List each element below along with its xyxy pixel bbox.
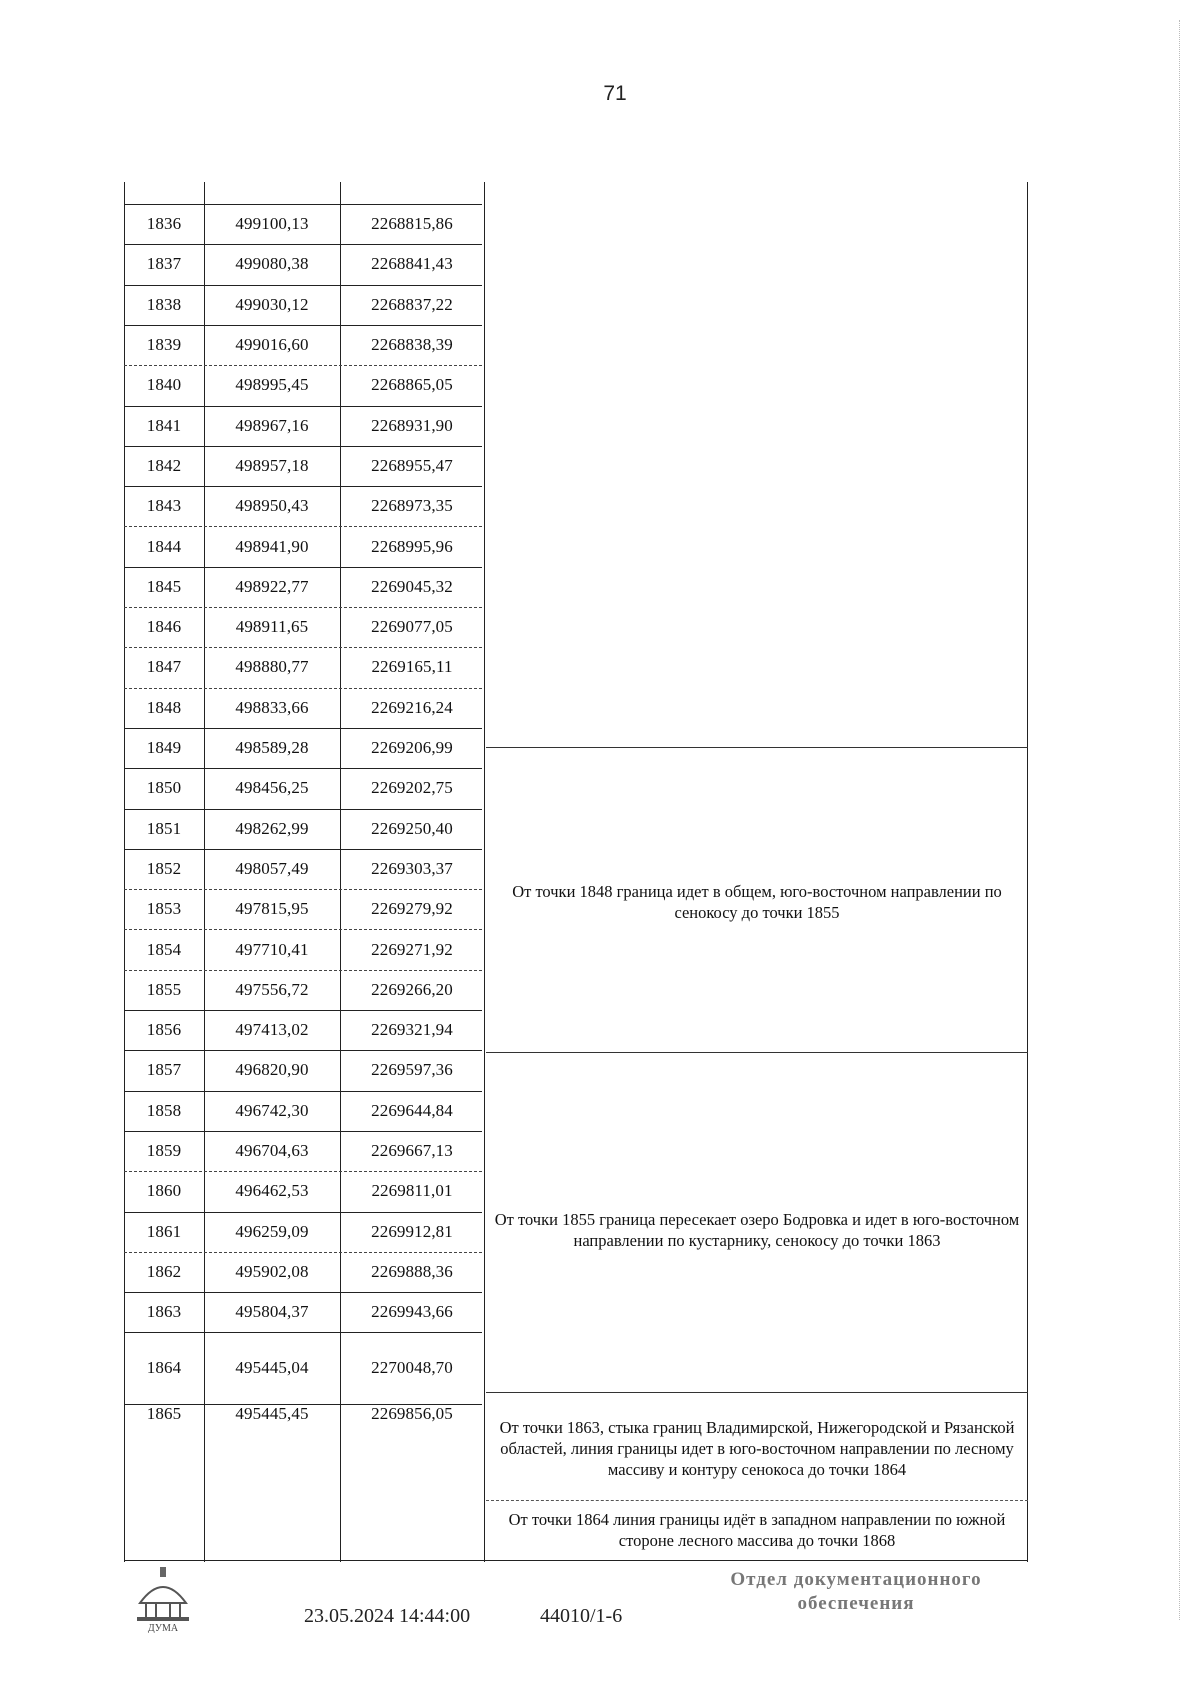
point-number-cell: 1864 [146, 1358, 182, 1378]
y-coordinate-cell: 2268995,96 [371, 536, 453, 556]
description-divider [486, 1052, 1028, 1053]
x-coordinate-cell: 498957,18 [235, 455, 309, 475]
x-coordinate-cell: 495804,37 [235, 1302, 309, 1322]
x-coordinate-cell: 496820,90 [235, 1060, 309, 1080]
x-coordinate-cell: 498950,43 [235, 496, 309, 516]
y-coordinate-cell: 2268955,47 [371, 455, 453, 475]
y-coordinate-cell: 2269811,01 [371, 1181, 453, 1201]
x-coordinate-cell: 498967,16 [235, 415, 309, 435]
point-number-cell: 1850 [146, 778, 182, 798]
y-coordinate-cell: 2268837,22 [371, 294, 453, 314]
x-coordinate-cell: 498057,49 [235, 858, 309, 878]
y-coordinate-cell: 2268931,90 [371, 415, 453, 435]
x-coordinate-cell: 498941,90 [235, 536, 309, 556]
x-coordinate-cell: 499100,13 [235, 214, 309, 234]
department-stamp [706, 1568, 1006, 1616]
y-coordinate-cell: 2270048,70 [371, 1358, 453, 1378]
y-coordinate-cell: 2268838,39 [371, 335, 453, 355]
column-divider-3 [484, 182, 485, 1562]
point-number-cell: 1843 [146, 496, 182, 516]
x-coordinate-cell: 498589,28 [235, 738, 309, 758]
margin-scan-marks [1179, 20, 1194, 1620]
point-number-cell: 1861 [146, 1221, 182, 1241]
coordinates-table [124, 182, 1028, 1562]
point-number-cell: 1860 [146, 1181, 182, 1201]
y-coordinate-cell: 2269856,05 [371, 1404, 453, 1424]
x-coordinate-cell: 498880,77 [235, 657, 309, 677]
x-coordinate-cell: 495445,45 [235, 1404, 309, 1424]
x-coordinate-cell: 498995,45 [235, 375, 309, 395]
x-coordinate-cell: 497556,72 [235, 979, 309, 999]
x-coordinate-cell: 495902,08 [235, 1261, 309, 1281]
x-coordinate-cell: 498262,99 [235, 818, 309, 838]
y-coordinate-cell: 2269165,11 [371, 657, 453, 677]
point-number-cell: 1844 [146, 536, 182, 556]
y-coordinate-cell: 2269216,24 [371, 697, 453, 717]
point-number-cell: 1854 [146, 939, 182, 959]
point-number-cell: 1855 [146, 979, 182, 999]
point-number-cell: 1852 [146, 858, 182, 878]
y-coordinate-cell: 2269279,92 [371, 899, 453, 919]
duma-logo [134, 1565, 192, 1633]
x-coordinate-cell: 498922,77 [235, 576, 309, 596]
table-border-right [1027, 182, 1028, 1562]
footer-registration-number: 44010/1-6 [540, 1605, 623, 1627]
y-coordinate-cell: 2269266,20 [371, 979, 453, 999]
y-coordinate-cell: 2269912,81 [371, 1221, 453, 1241]
point-number-cell: 1840 [146, 375, 182, 395]
y-coordinate-cell: 2269597,36 [371, 1060, 453, 1080]
page-number: 71 [603, 82, 627, 105]
y-coordinate-cell: 2269271,92 [371, 939, 453, 959]
x-coordinate-cell: 498911,65 [235, 617, 309, 637]
point-number-cell: 1836 [146, 214, 182, 234]
point-number-cell: 1846 [146, 617, 182, 637]
point-number-cell: 1851 [146, 818, 182, 838]
y-coordinate-cell: 2269206,99 [371, 738, 453, 758]
point-number-cell: 1837 [146, 254, 182, 274]
point-number-cell: 1841 [146, 415, 182, 435]
x-coordinate-cell: 496742,30 [235, 1100, 309, 1120]
point-number-cell: 1845 [146, 576, 182, 596]
y-coordinate-cell: 2268865,05 [371, 375, 453, 395]
x-coordinate-cell: 497815,95 [235, 899, 309, 919]
x-coordinate-cell: 496259,09 [235, 1221, 309, 1241]
x-coordinate-cell: 499030,12 [235, 294, 309, 314]
table-border-bottom [124, 1560, 1028, 1561]
y-coordinate-cell: 2269888,36 [371, 1261, 453, 1281]
x-coordinate-cell: 499080,38 [235, 254, 309, 274]
logo-text: ДУМА [147, 1623, 179, 1633]
y-coordinate-cell: 2268815,86 [371, 214, 453, 234]
y-coordinate-cell: 2269943,66 [371, 1302, 453, 1322]
x-coordinate-cell: 495445,04 [235, 1358, 309, 1378]
y-coordinate-cell: 2268841,43 [371, 254, 453, 274]
footer-datetime: 23.05.2024 14:44:00 [304, 1605, 471, 1627]
stamp-line: Отдел документационного [730, 1569, 982, 1590]
x-coordinate-cell: 497413,02 [235, 1020, 309, 1040]
y-coordinate-cell: 2269045,32 [371, 576, 453, 596]
boundary-description: От точки 1855 граница пересекает озеро Бодровка и идет в юго-восточном направлении по кустарнику, сенокосу до точки 1863 [494, 1210, 1020, 1250]
point-number-cell: 1838 [146, 294, 182, 314]
description-divider [486, 747, 1028, 748]
boundary-description: От точки 1864 линия границы идёт в западном направлении по южной стороне лесного массива до точки 1868 [508, 1510, 1006, 1550]
point-number-cell: 1847 [146, 657, 182, 677]
x-coordinate-cell: 498833,66 [235, 697, 309, 717]
point-number-cell: 1863 [146, 1302, 182, 1322]
point-number-cell: 1853 [146, 899, 182, 919]
boundary-description: От точки 1863, стыка границ Владимирской, Нижегородской и Рязанской областей, линия границы идет в юго-восточном направлении по лесному массиву и контуру сенокоса до точки 1864 [499, 1417, 1015, 1479]
point-number-cell: 1849 [146, 738, 182, 758]
point-number-cell: 1842 [146, 455, 182, 475]
x-coordinate-cell: 496462,53 [235, 1181, 309, 1201]
description-divider [486, 1392, 1028, 1393]
y-coordinate-cell: 2269303,37 [371, 858, 453, 878]
point-number-cell: 1862 [146, 1261, 182, 1281]
y-coordinate-cell: 2268973,35 [371, 496, 453, 516]
stamp-line: обеспечения [797, 1593, 915, 1614]
point-number-cell: 1858 [146, 1100, 182, 1120]
point-number-cell: 1865 [146, 1404, 182, 1424]
y-coordinate-cell: 2269077,05 [371, 617, 453, 637]
x-coordinate-cell: 499016,60 [235, 335, 309, 355]
x-coordinate-cell: 496704,63 [235, 1141, 309, 1161]
point-number-cell: 1859 [146, 1141, 182, 1161]
y-coordinate-cell: 2269202,75 [371, 778, 453, 798]
description-divider [486, 1500, 1028, 1501]
x-coordinate-cell: 497710,41 [235, 939, 309, 959]
point-number-cell: 1856 [146, 1020, 182, 1040]
point-number-cell: 1857 [146, 1060, 182, 1080]
boundary-description: От точки 1848 граница идет в общем, юго-восточном направлении по сенокосу до точки 1855 [512, 882, 1002, 922]
y-coordinate-cell: 2269667,13 [371, 1141, 453, 1161]
y-coordinate-cell: 2269321,94 [371, 1020, 453, 1040]
point-number-cell: 1848 [146, 697, 182, 717]
y-coordinate-cell: 2269250,40 [371, 818, 453, 838]
point-number-cell: 1839 [146, 335, 182, 355]
y-coordinate-cell: 2269644,84 [371, 1100, 453, 1120]
x-coordinate-cell: 498456,25 [235, 778, 309, 798]
